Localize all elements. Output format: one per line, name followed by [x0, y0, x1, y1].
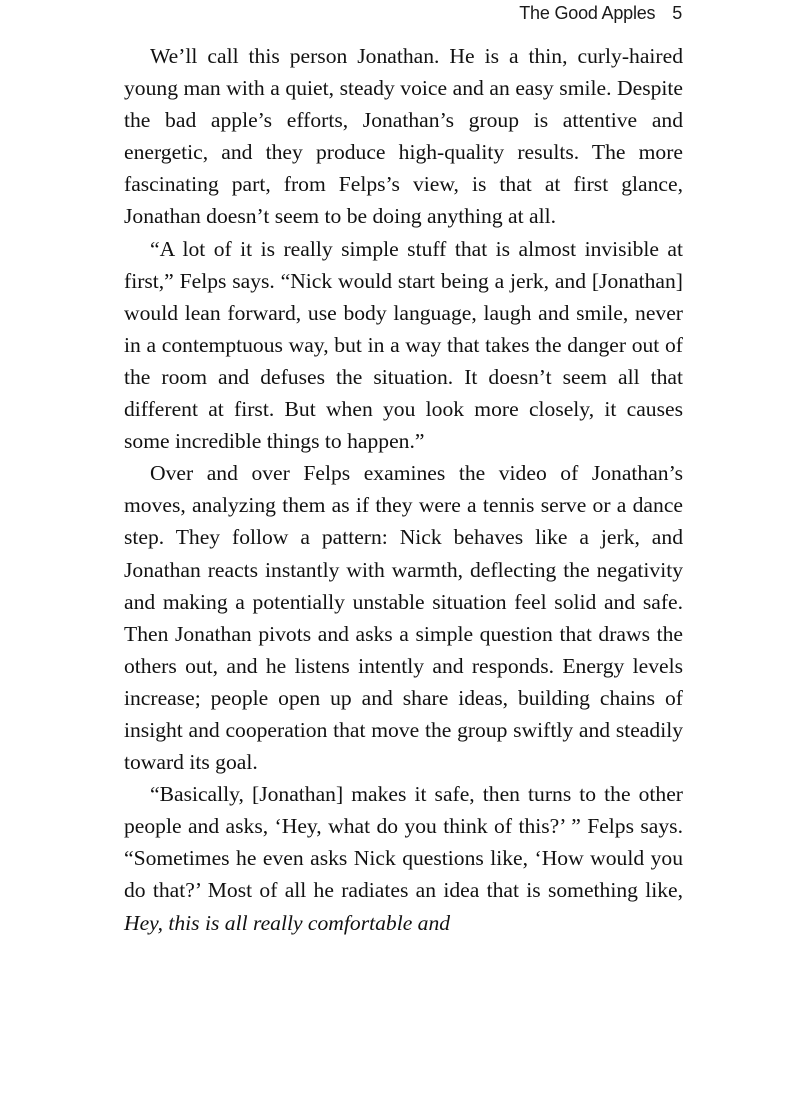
paragraph: Over and over Felps examines the video of Jonathan’s moves, analyzing them as if they were a tennis serve or a dance step. They follow a pattern: Nick behaves like a jerk, and Jonathan reacts instantly with warmth, deflecting the negativity and making a potentially unstable situation feel solid and safe. Then Jonathan pivots and asks a simple question that draws the others out, and he listens intently and responds. Energy levels increase; people open up and share ideas, building chains of insight and cooperation that move the group swiftly and steadily toward its goal.	[124, 461, 683, 775]
body-text	[124, 40, 683, 939]
paragraph: “A lot of it is really simple stuff that is almost invisible at first,” Felps says. “Nick would start being a jerk, and [Jonathan] would lean forward, use body language, laugh and smile, never in a contemptuous way, but in a way that takes the danger out of the room and defuses the situation. It doesn’t seem all that different at first. But when you look more closely, it causes some incredible things to happen.”	[124, 236, 683, 454]
page-number: 5	[672, 3, 682, 23]
paragraph-text: “Basically, [Jonathan] makes it safe, then turns to the other people and asks, ‘Hey, what do you think of this?’ ” Felps says. “Sometimes he even asks Nick questions like, ‘How would you do that?’ Most of all he radiates an idea that is something like,	[124, 782, 683, 903]
running-head	[519, 3, 682, 24]
paragraph	[124, 778, 683, 938]
italic-phrase: Hey, this is all really comfortable and	[124, 910, 451, 935]
running-head-title: The Good Apples	[519, 3, 656, 23]
paragraph: We’ll call this person Jonathan. He is a thin, curly-haired young man with a quiet, steady voice and an easy smile. Despite the bad apple’s efforts, Jonathan’s group is attentive and energetic, and they produce high-quality results. The more fascinating part, from Felps’s view, is that at first glance, Jonathan doesn’t seem to be doing anything at all.	[124, 44, 683, 229]
